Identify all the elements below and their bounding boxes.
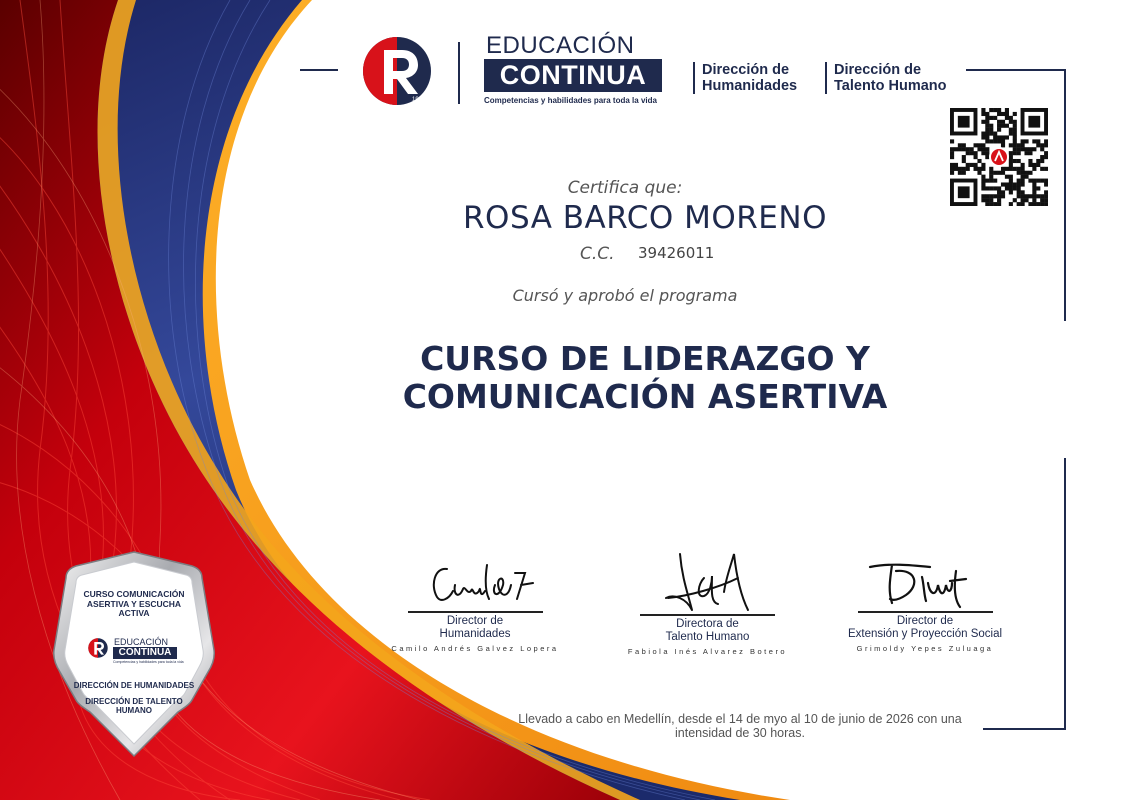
badge-brand-top: EDUCACIÓN xyxy=(114,637,169,647)
id-label: C.C. xyxy=(580,244,615,264)
frame-line-right-top xyxy=(1064,69,1066,321)
signature-image xyxy=(608,548,808,614)
dept1-line2: Humanidades xyxy=(702,78,798,94)
signature-role xyxy=(830,615,1020,641)
signatory-name: Camilo Andrés Galvez Lopera xyxy=(391,643,559,653)
signature-role xyxy=(600,618,815,644)
program-intro: Cursó y aprobó el programa xyxy=(512,286,738,305)
course-title xyxy=(300,340,990,416)
brand-box-text: CONTINUA xyxy=(484,59,662,92)
course-title-line2: COMUNICACIÓN ASERTIVA xyxy=(402,377,888,416)
frame-line-bottom xyxy=(983,728,1066,730)
frame-line-top xyxy=(966,69,1066,71)
certifies-label: Certifica que: xyxy=(567,178,683,198)
badge-dept2-line2: HUMANO xyxy=(116,706,152,715)
recipient-name: ROSA BARCO MORENO xyxy=(463,200,827,236)
badge-title-line3: ACTIVA xyxy=(118,608,150,618)
badge-title-line1: CURSO COMUNICACIÓN xyxy=(83,589,185,599)
badge-brand-tagline: Competencias y habilidades para toda la vida xyxy=(113,660,184,664)
signature-block-extension xyxy=(830,555,1020,653)
badge-dept2-line1: DIRECCIÓN DE TALENTO xyxy=(85,697,183,706)
svg-text:1915: 1915 xyxy=(412,97,426,103)
footer-line1: Llevado a cabo en Medellín, desde el 14 de myo al 10 de junio de 2026 con una xyxy=(518,712,962,726)
id-value: 39426011 xyxy=(638,244,715,262)
signature-line xyxy=(858,611,993,613)
course-title-line1: CURSO DE LIDERAZGO Y xyxy=(420,339,870,378)
signature-line xyxy=(640,614,775,616)
header-dept-humanidades xyxy=(693,62,797,94)
footer-line2: intensidad de 30 horas. xyxy=(675,726,805,740)
signatory-name: Grimoldy Yepes Zuluaga xyxy=(856,643,994,653)
brand-top-text: EDUCACIÓN xyxy=(486,32,635,59)
header-separator xyxy=(458,42,460,104)
signature-line xyxy=(408,611,543,613)
badge-title xyxy=(66,590,202,619)
badge-dept2 xyxy=(66,697,202,715)
badge-brand-box: CONTINUA xyxy=(113,647,177,659)
role-line1: Directora de xyxy=(676,617,739,630)
header-dept-talento xyxy=(825,62,947,94)
qr-code-icon xyxy=(950,108,1048,206)
header-line xyxy=(300,69,338,71)
role-line2: Talento Humano xyxy=(665,630,750,643)
role-line1: Director de xyxy=(446,614,504,627)
signature-block-talento xyxy=(600,548,815,656)
footer-text xyxy=(500,712,980,740)
badge-logo-icon xyxy=(88,638,108,658)
university-logo-icon xyxy=(362,36,432,106)
role-line1: Director de xyxy=(896,614,954,627)
dept2-line1: Dirección de xyxy=(834,62,922,78)
signature-role xyxy=(365,615,585,641)
signature-image xyxy=(375,555,575,611)
brand-tagline: Competencias y habilidades para toda la vida xyxy=(484,96,657,105)
signature-block-humanidades xyxy=(365,555,585,653)
frame-line-right-bottom xyxy=(1064,458,1066,730)
role-line2: Extensión y Proyección Social xyxy=(847,627,1003,640)
signatory-name: Fabiola Inés Alvarez Botero xyxy=(627,646,788,656)
badge-title-line2: ASERTIVA Y ESCUCHA xyxy=(86,598,182,609)
badge-dept1: DIRECCIÓN DE HUMANIDADES xyxy=(73,681,195,690)
dept1-line1: Dirección de xyxy=(702,62,790,78)
dept2-line2: Talento Humano xyxy=(834,78,947,94)
signature-image xyxy=(830,555,1020,611)
role-line2: Humanidades xyxy=(439,627,511,640)
